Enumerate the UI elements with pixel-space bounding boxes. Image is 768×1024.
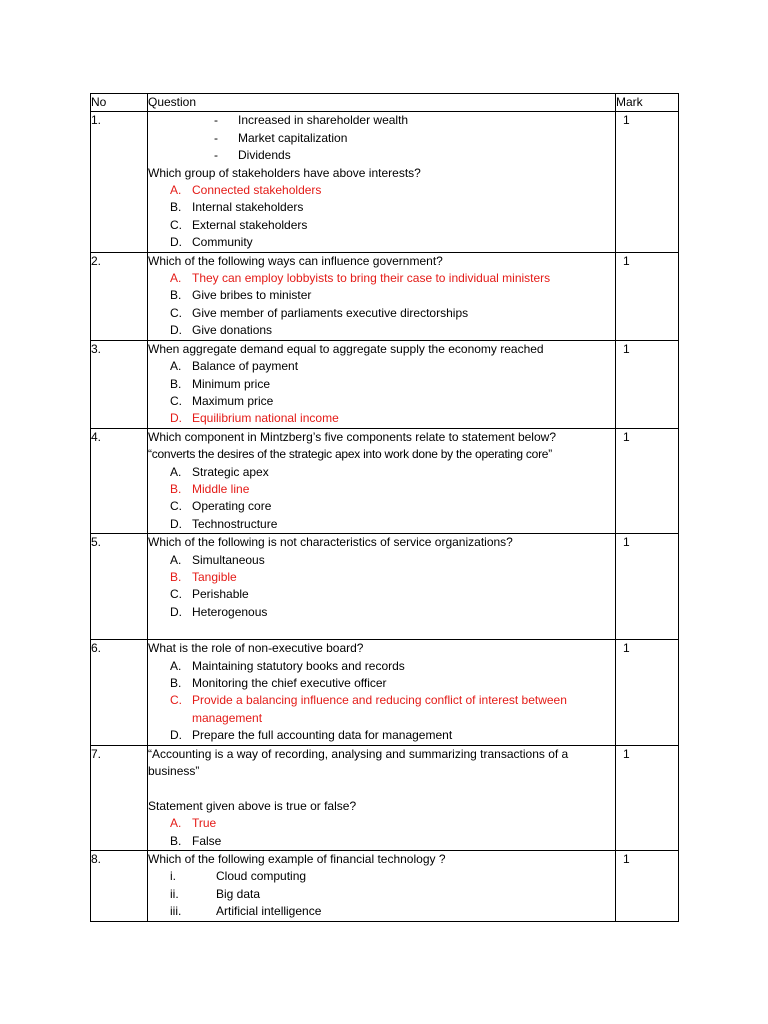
option: D. Community xyxy=(170,235,253,250)
question-row-6 xyxy=(91,640,679,745)
option-correct: B. Middle line xyxy=(170,481,250,496)
question-stem: Which group of stakeholders have above interests? xyxy=(148,165,421,180)
option: D. Prepare the full accounting data for management xyxy=(170,728,453,743)
question-row-4 xyxy=(91,428,679,533)
question-row-8 xyxy=(91,851,679,922)
question-mark: 1 xyxy=(616,745,679,850)
header-mark: Mark xyxy=(616,94,679,112)
question-number: 2. xyxy=(91,252,148,340)
question-body xyxy=(148,428,616,533)
bullet-item: - Increased in shareholder wealth xyxy=(214,113,409,128)
option: B. Internal stakeholders xyxy=(170,200,304,215)
option: C. Maximum price xyxy=(170,393,274,408)
question-number: 1. xyxy=(91,112,148,252)
question-body xyxy=(148,640,616,745)
question-stem: Which of the following is not characteristics of service organizations? xyxy=(148,535,513,550)
option: A. Balance of payment xyxy=(170,359,299,374)
header-row xyxy=(91,94,679,112)
question-number: 7. xyxy=(91,745,148,850)
question-mark: 1 xyxy=(616,640,679,745)
question-mark: 1 xyxy=(616,252,679,340)
spacer xyxy=(148,780,615,797)
question-mark: 1 xyxy=(616,340,679,428)
question-mark: 1 xyxy=(616,851,679,922)
question-mark: 1 xyxy=(616,428,679,533)
roman-item: ii. Big data xyxy=(170,886,261,901)
question-body xyxy=(148,534,616,640)
option-correct: C. Provide a balancing influence and reducing conflict of interest between management xyxy=(170,693,567,725)
question-stem: What is the role of non-executive board? xyxy=(148,641,364,656)
option: C. External stakeholders xyxy=(170,217,308,232)
option: B. Monitoring the chief executive officer xyxy=(170,676,387,690)
question-row-2 xyxy=(91,252,679,340)
option-correct: A. They can employ lobbyists to bring their case to individual ministers xyxy=(170,271,551,286)
question-number: 4. xyxy=(91,428,148,533)
option: C. Perishable xyxy=(170,587,249,602)
option-correct: B. Tangible xyxy=(170,569,237,584)
question-number: 3. xyxy=(91,340,148,428)
question-row-1 xyxy=(91,112,679,252)
question-body xyxy=(148,252,616,340)
question-row-3 xyxy=(91,340,679,428)
option: C. Give member of parliaments executive directorships xyxy=(170,305,469,320)
bullet-item: - Dividends xyxy=(214,148,291,163)
question-stem: “Accounting is a way of recording, analysing and summarizing transactions of a business” xyxy=(148,746,569,779)
header-question: Question xyxy=(148,94,616,112)
header-no: No xyxy=(91,94,148,112)
question-mark: 1 xyxy=(616,112,679,252)
option-correct: A. Connected stakeholders xyxy=(170,183,322,198)
option: D. Heterogenous xyxy=(170,604,268,619)
question-stem: Which of the following example of financial technology ? xyxy=(148,852,446,867)
question-stem: Which component in Mintzberg’s five components relate to statement below? xyxy=(148,429,556,444)
option: A. Simultaneous xyxy=(170,552,265,567)
question-stem: When aggregate demand equal to aggregate supply the economy reached xyxy=(148,341,544,356)
question-body xyxy=(148,851,616,922)
option: C. Operating core xyxy=(170,499,272,514)
option: A. Maintaining statutory books and records xyxy=(170,658,405,673)
question-body xyxy=(148,112,616,252)
option: B. Give bribes to minister xyxy=(170,288,312,303)
question-mark: 1 xyxy=(616,534,679,640)
roman-item: i. Cloud computing xyxy=(170,869,307,884)
option: A. Strategic apex xyxy=(170,464,269,479)
question-body xyxy=(148,745,616,850)
option-correct: A. True xyxy=(170,816,217,831)
question-stem-2: Statement given above is true or false? xyxy=(148,798,357,813)
question-row-5 xyxy=(91,534,679,640)
option: D. Technostructure xyxy=(170,516,278,531)
question-body xyxy=(148,340,616,428)
option: D. Give donations xyxy=(170,323,273,338)
question-quote: “converts the desires of the strategic apex into work done by the operating core” xyxy=(148,447,552,462)
option-correct: D. Equilibrium national income xyxy=(170,411,339,426)
roman-item: iii. Artificial intelligence xyxy=(170,904,322,919)
question-stem: Which of the following ways can influence government? xyxy=(148,253,443,268)
option: B. Minimum price xyxy=(170,376,271,391)
spacer xyxy=(148,621,615,639)
question-number: 5. xyxy=(91,534,148,640)
question-table xyxy=(90,93,679,922)
question-number: 6. xyxy=(91,640,148,745)
question-row-7 xyxy=(91,745,679,850)
bullet-item: - Market capitalization xyxy=(214,130,348,145)
option: B. False xyxy=(170,833,222,848)
question-number: 8. xyxy=(91,851,148,922)
